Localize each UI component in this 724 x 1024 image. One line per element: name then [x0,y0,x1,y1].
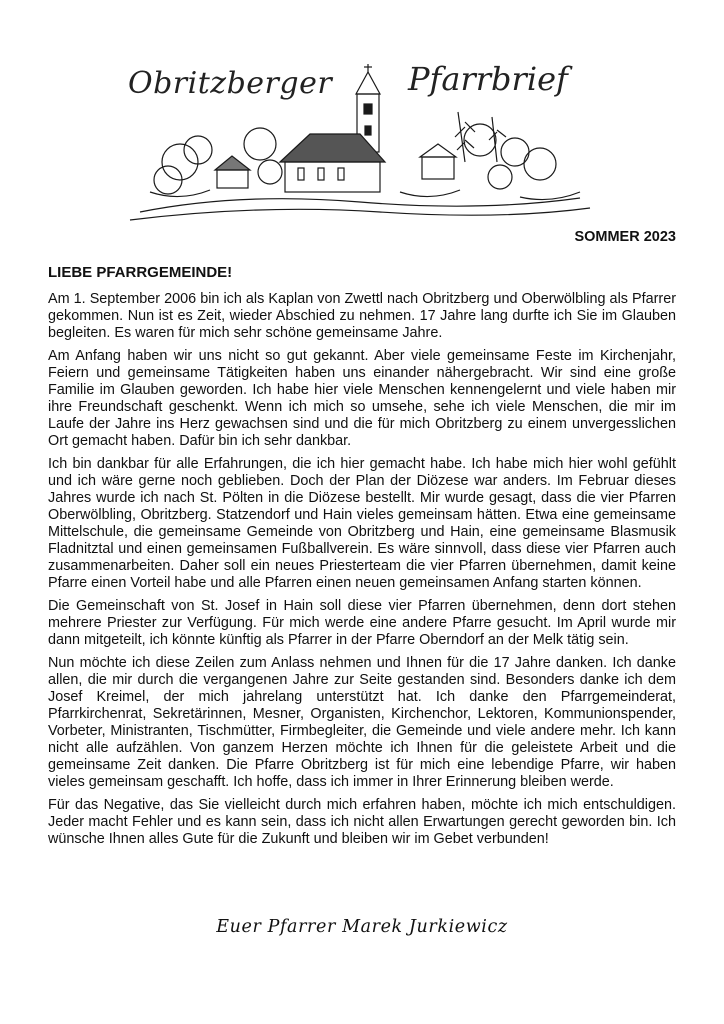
issue-label: SOMMER 2023 [574,229,676,245]
masthead-title-left: Obritzberger [128,66,333,101]
tree [162,144,198,180]
signature: Euer Pfarrer Marek Jurkiewicz [216,917,508,937]
ground-line [140,198,580,212]
paragraph: Die Gemeinschaft von St. Josef in Hain soll diese vier Pfarren übernehmen, denn dort stehen mehrere Priester zur Verfügung. Für mich werde eine andere Pfarre gesucht. Im April wurde mir dann mitgeteilt, ich könnte künftig als Pfarrer in der Pfarre Oberndorf an der Melk tätig sein. [48,598,676,648]
paragraph: Ich bin dankbar für alle Erfahrungen, die ich hier gemacht habe. Ich habe mich hier wohl gefühlt und ich wäre gerne noch geblieben. Doch der Plan der Diözese war anders. Im Februar dieses Jahres wurde ich nach St. Pölten in die Diözese bestellt. Mir wurde gesagt, dass die vier Pfarren Oberwölbling, Obritzberg. Statzendorf und Hain vieles gemeinsam hätten. Etwa eine gemeinsame Mittelschule, die gemeinsame Gemeinde von Obritzberg und Hain, eine gemeinsame Blasmusik Fladnitztal und einen gemeinsamen Fußballverein. Es wäre sinnvoll, dass diese vier Pfarren auch zusammenarbeiten. Daher soll ein neues Priesterteam die vier Pfarren übernehmen, damit keine Pfarre einen Vorteil habe und alle Pfarren einen neuen gemeinsamen Anfang starten können. [48,456,676,591]
paragraph: Am 1. September 2006 bin ich als Kaplan von Zwettl nach Obritzberg und Oberwölbling als Pfarrer gekommen. Nun ist es Zeit, wieder Abschied zu nehmen. 17 Jahre lang durfte ich Sie im Glauben begleiten. Es waren für mich sehr schöne gemeinsame Jahre. [48,291,676,341]
church-roof [280,134,385,162]
letter-heading: LIEBE PFARRGEMEINDE! [48,264,233,281]
paragraph: Für das Negative, das Sie vielleicht durch mich erfahren haben, möchte ich mich entschuldigen. Jeder macht Fehler und es kann sein, dass ich nicht allen Erwartungen gerecht geworden bin. Ich wünsche Ihnen alles Gute für die Zukunft und bleiben wir im Gebet verbunden! [48,797,676,847]
paragraph: Nun möchte ich diese Zeilen zum Anlass nehmen und Ihnen für die 17 Jahre danken. Ich danke allen, die mir durch die vergangenen Jahre zur Seite gestanden sind. Besonders danke ich dem Josef Kreimel, der mich jahrelang unterstützt hat. Ich danke den Pfarrgemeinderat, Pfarrkirchenrat, Sekretärinnen, Mesner, Organisten, Kirchenchor, Lektoren, Kommunionspender, Vorbeter, Ministranten, Tischmütter, Firmbegleiter, die Gemeinde und viele andere mehr. Ich kann nicht alle aufzählen. Von ganzem Herzen möchte ich Ihnen für die geleistete Arbeit und die gemeinsame Zeit danken. Die Pfarre Obritzberg ist für mich eine lebendige Pfarre, wir haben vieles gemeinsam geschafft. Ich hoffe, dass ich immer in Ihrer Erinnerung bleiben werde. [48,655,676,790]
letter-body [48,291,676,854]
tower-spire [356,72,380,94]
church-nave [285,162,380,192]
paragraph: Am Anfang haben wir uns nicht so gut gekannt. Aber viele gemeinsame Feste im Kirchenjahr, Feiern und gemeinsame Tätigkeiten haben uns einander nähergebracht. Wir sind eine große Familie im Glauben geworden. Ich habe hier viele Menschen kennengelernt und viele haben mir ihre Freundschaft geschenkt. Wenn ich mich so umsehe, sehe ich viele Menschen, die mir im Laufe der Jahre ins Herz gewachsen sind und die für mich Obritzberg zu einem unvergesslichen Ort gemacht haben. Dafür bin ich sehr dankbar. [48,348,676,449]
masthead-title-right: Pfarrbrief [408,60,568,98]
